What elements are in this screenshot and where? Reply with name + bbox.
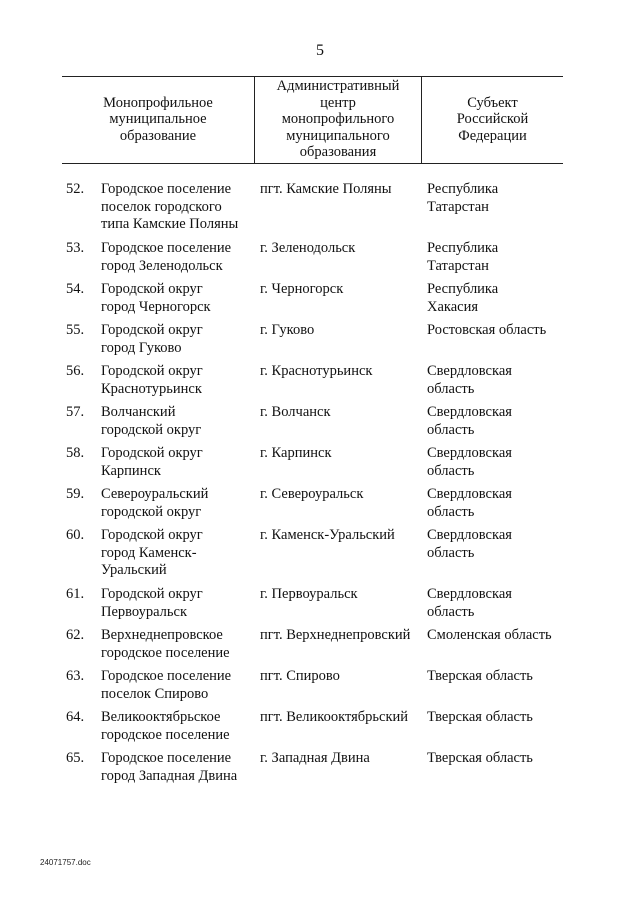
municipal-formation-name: Городское поселение поселок городского типа Камские Поляны	[101, 181, 239, 232]
document-file-code: 24071757.doc	[40, 858, 91, 867]
municipal-formation-name: Городское поселение город Зеленодольск	[101, 240, 232, 274]
header-federal-subject	[422, 76, 563, 163]
admin-center-name: г. Западная Двина	[260, 750, 370, 766]
row-number: 52.	[66, 181, 85, 197]
admin-center-name: г. Карпинск	[260, 445, 332, 461]
federal-subject-name: Смоленская область	[427, 627, 552, 643]
header-line: Монопрофильное	[103, 94, 213, 111]
table-row	[0, 404, 640, 445]
municipal-formation-name: Городской округ Краснотурьинск	[101, 363, 203, 397]
table-row	[0, 281, 640, 322]
row-number: 56.	[66, 363, 85, 379]
row-number: 61.	[66, 586, 85, 602]
admin-center-name: пгт. Великооктябрьский	[260, 709, 409, 725]
federal-subject-name: Тверская область	[427, 750, 533, 766]
header-line: Административный	[276, 78, 400, 94]
table-row	[0, 181, 640, 240]
row-number: 62.	[66, 627, 85, 643]
row-number: 53.	[66, 240, 85, 256]
federal-subject-name: Ростовская область	[427, 322, 547, 338]
header-line: Федерации	[458, 127, 527, 144]
federal-subject-name: Свердловская область	[427, 445, 512, 479]
page-number: 5	[316, 42, 324, 59]
table-row	[0, 527, 640, 586]
admin-center-name: пгт. Верхнеднепровский	[260, 627, 411, 643]
table-row	[0, 709, 640, 750]
row-number: 58.	[66, 445, 85, 461]
row-number: 55.	[66, 322, 85, 338]
municipal-formation-name: Городской округ город Каменск- Уральский	[101, 527, 203, 578]
admin-center-name: пгт. Спирово	[260, 668, 340, 684]
federal-subject-name: Тверская область	[427, 709, 533, 725]
municipal-formation-name: Верхнеднепровское городское поселение	[101, 627, 230, 661]
header-line: образование	[119, 127, 197, 144]
header-line: муниципального	[286, 127, 390, 144]
federal-subject-name: Республика Татарстан	[427, 181, 499, 215]
federal-subject-name: Тверская область	[427, 668, 533, 684]
federal-subject-name: Свердловская область	[427, 486, 512, 520]
admin-center-name: г. Волчанск	[260, 404, 331, 420]
municipal-formation-name: Великооктябрьское городское поселение	[101, 709, 230, 743]
row-number: 54.	[66, 281, 85, 297]
row-number: 59.	[66, 486, 85, 502]
table-row	[0, 627, 640, 668]
admin-center-name: г. Черногорск	[260, 281, 344, 297]
table-row	[0, 445, 640, 486]
row-number: 65.	[66, 750, 85, 766]
table-row	[0, 668, 640, 709]
municipal-formation-name: Волчанский городской округ	[101, 404, 202, 438]
federal-subject-name: Республика Хакасия	[427, 281, 499, 315]
municipal-formation-name: Североуральский городской округ	[101, 486, 209, 520]
row-number: 64.	[66, 709, 85, 725]
row-number: 57.	[66, 404, 85, 420]
header-line: образования	[299, 144, 377, 160]
municipal-formation-name: Городской округ город Гуково	[101, 322, 203, 356]
admin-center-name: г. Североуральск	[260, 486, 364, 502]
municipal-formation-name: Городское поселение поселок Спирово	[101, 668, 232, 702]
federal-subject-name: Республика Татарстан	[427, 240, 499, 274]
admin-center-name: г. Зеленодольск	[260, 240, 356, 256]
table-row	[0, 240, 640, 281]
federal-subject-name: Свердловская область	[427, 586, 512, 620]
table-row	[0, 322, 640, 363]
admin-center-name: г. Первоуральск	[260, 586, 358, 602]
header-line: монопрофильного	[281, 111, 395, 127]
header-line: муниципальное	[109, 111, 207, 128]
admin-center-name: г. Краснотурьинск	[260, 363, 373, 379]
header-municipal-formation	[62, 76, 254, 163]
municipal-formation-name: Городской округ Первоуральск	[101, 586, 203, 620]
header-admin-center	[255, 76, 421, 163]
table-header-bottom-rule	[62, 163, 563, 164]
municipal-formation-name: Городское поселение город Западная Двина	[101, 750, 238, 784]
federal-subject-name: Свердловская область	[427, 363, 512, 397]
header-line: центр	[320, 94, 356, 111]
table-row	[0, 586, 640, 627]
admin-center-name: пгт. Камские Поляны	[260, 181, 392, 197]
municipal-formation-name: Городской округ город Черногорск	[101, 281, 211, 315]
row-number: 63.	[66, 668, 85, 684]
table-row	[0, 486, 640, 527]
table-row	[0, 750, 640, 791]
row-number: 60.	[66, 527, 85, 543]
municipal-formation-name: Городской округ Карпинск	[101, 445, 203, 479]
federal-subject-name: Свердловская область	[427, 404, 512, 438]
table-body	[0, 181, 640, 791]
federal-subject-name: Свердловская область	[427, 527, 512, 561]
header-line: Российской	[456, 111, 529, 128]
table-row	[0, 363, 640, 404]
header-line: Субъект	[467, 94, 518, 111]
admin-center-name: г. Каменск-Уральский	[260, 527, 395, 543]
admin-center-name: г. Гуково	[260, 322, 315, 338]
